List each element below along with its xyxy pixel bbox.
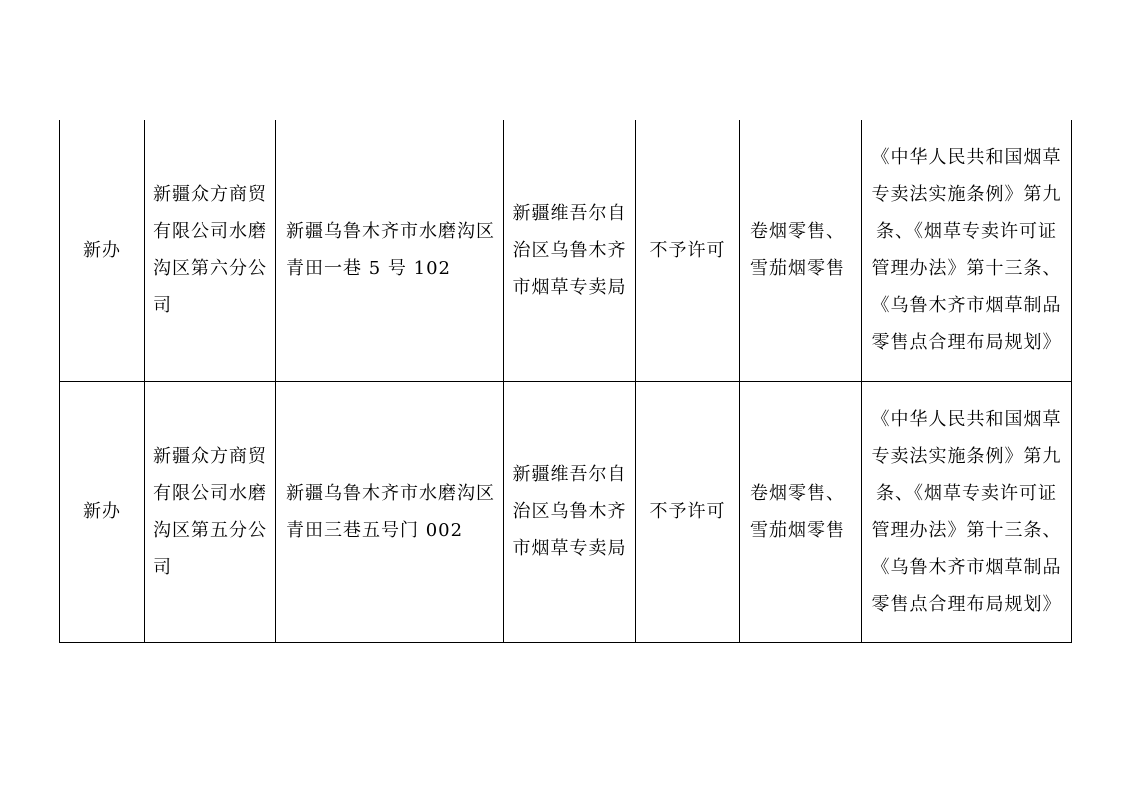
- business-address-cell: 新疆乌鲁木齐市水磨沟区青田三巷五号门 002: [276, 381, 504, 642]
- decision-result-cell: 不予许可: [636, 381, 740, 642]
- company-name-cell: 新疆众方商贸有限公司水磨沟区第六分公司: [145, 120, 276, 381]
- decision-result-cell: 不予许可: [636, 120, 740, 381]
- application-type-cell: 新办: [60, 381, 145, 642]
- business-scope-cell: 卷烟零售、雪茄烟零售: [740, 120, 862, 381]
- legal-basis-cell: 《中华人民共和国烟草专卖法实施条例》第九条、《烟草专卖许可证管理办法》第十三条、《乌鲁木齐市烟草制品零售点合理布局规划》: [862, 381, 1072, 642]
- licensing-authority-cell: 新疆维吾尔自治区乌鲁木齐市烟草专卖局: [504, 381, 636, 642]
- licensing-authority-cell: 新疆维吾尔自治区乌鲁木齐市烟草专卖局: [504, 120, 636, 381]
- legal-basis-cell: 《中华人民共和国烟草专卖法实施条例》第九条、《烟草专卖许可证管理办法》第十三条、《乌鲁木齐市烟草制品零售点合理布局规划》: [862, 120, 1072, 381]
- business-address-cell: 新疆乌鲁木齐市水磨沟区青田一巷 5 号 102: [276, 120, 504, 381]
- table-row: [60, 120, 1072, 381]
- business-scope-cell: 卷烟零售、雪茄烟零售: [740, 381, 862, 642]
- table-row: [60, 381, 1072, 642]
- application-type-cell: 新办: [60, 120, 145, 381]
- license-decision-table: [59, 120, 1072, 643]
- company-name-cell: 新疆众方商贸有限公司水磨沟区第五分公司: [145, 381, 276, 642]
